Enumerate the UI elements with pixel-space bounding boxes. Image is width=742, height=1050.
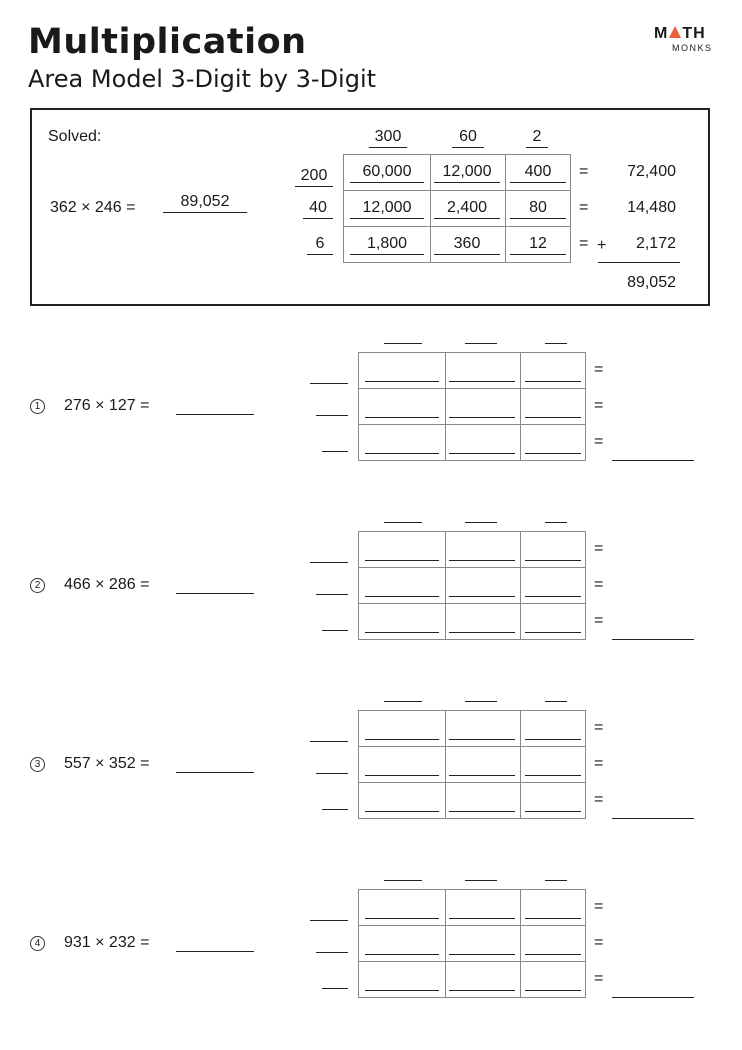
equals-sign: = — [594, 433, 604, 450]
solved-row-sum: 2,172 — [635, 235, 676, 252]
cell-answer-blank[interactable] — [525, 990, 581, 991]
column-header-blank[interactable] — [384, 343, 422, 344]
math-monks-logo — [654, 26, 716, 56]
logo-text-right: TH — [682, 25, 706, 42]
solved-row-header: 40 — [303, 198, 333, 219]
equals-sign: = — [594, 934, 604, 951]
grid-divider — [445, 352, 446, 461]
cell-answer-blank[interactable] — [449, 775, 515, 776]
column-header-blank[interactable] — [545, 522, 567, 523]
column-header-blank[interactable] — [384, 880, 422, 881]
column-header-blank[interactable] — [545, 880, 567, 881]
grid-divider — [358, 567, 586, 568]
cell-answer-blank[interactable] — [365, 596, 439, 597]
solved-total: 89,052 — [627, 274, 676, 291]
problem-number-badge: 4 — [30, 936, 45, 951]
grid-divider — [430, 154, 431, 263]
solved-cell: 12,000 — [350, 198, 424, 219]
cell-answer-blank[interactable] — [365, 811, 439, 812]
cell-answer-blank[interactable] — [449, 381, 515, 382]
column-header-blank[interactable] — [465, 522, 497, 523]
cell-answer-blank[interactable] — [365, 632, 439, 633]
solved-cell: 80 — [510, 198, 566, 219]
area-model-grid — [358, 889, 586, 998]
column-header-blank[interactable] — [384, 522, 422, 523]
cell-answer-blank[interactable] — [365, 954, 439, 955]
final-answer-blank[interactable] — [176, 951, 254, 952]
row-header-blank[interactable] — [310, 741, 348, 742]
problem-equation: 931 × 232 = — [64, 934, 150, 951]
logo-text-left: M — [654, 25, 669, 42]
equals-sign: = — [594, 540, 604, 557]
equals-sign: = — [594, 970, 604, 987]
solved-cell: 60,000 — [350, 162, 424, 183]
grid-divider — [358, 925, 586, 926]
equals-sign: = — [579, 199, 589, 216]
sum-divider-line — [598, 262, 680, 263]
logo-subtext: MONKS — [672, 43, 713, 53]
final-answer-blank[interactable] — [176, 414, 254, 415]
equals-sign: = — [594, 719, 604, 736]
row-header-blank[interactable] — [322, 809, 348, 810]
solved-cell: 400 — [510, 162, 566, 183]
solved-cell: 360 — [434, 234, 500, 255]
cell-answer-blank[interactable] — [449, 954, 515, 955]
cell-answer-blank[interactable] — [525, 453, 581, 454]
column-header-blank[interactable] — [545, 343, 567, 344]
grid-divider — [505, 154, 506, 263]
cell-answer-blank[interactable] — [365, 560, 439, 561]
logo-wordmark — [654, 26, 716, 42]
cell-answer-blank[interactable] — [365, 739, 439, 740]
cell-answer-blank[interactable] — [449, 918, 515, 919]
sum-answer-blank[interactable] — [612, 639, 694, 640]
cell-answer-blank[interactable] — [449, 811, 515, 812]
area-model-grid — [358, 710, 586, 819]
cell-answer-blank[interactable] — [449, 453, 515, 454]
cell-answer-blank[interactable] — [525, 775, 581, 776]
equals-sign: = — [594, 755, 604, 772]
grid-divider — [358, 746, 586, 747]
area-model-grid — [358, 352, 586, 461]
cell-answer-blank[interactable] — [365, 381, 439, 382]
row-header-blank[interactable] — [310, 562, 348, 563]
area-model-grid — [358, 531, 586, 640]
row-header-blank[interactable] — [316, 415, 348, 416]
cell-answer-blank[interactable] — [525, 381, 581, 382]
cell-answer-blank[interactable] — [525, 417, 581, 418]
cell-answer-blank[interactable] — [525, 739, 581, 740]
cell-answer-blank[interactable] — [449, 990, 515, 991]
page-subtitle: Area Model 3-Digit by 3-Digit — [28, 65, 377, 93]
solved-cell: 2,400 — [434, 198, 500, 219]
cell-answer-blank[interactable] — [365, 990, 439, 991]
equals-sign: = — [594, 612, 604, 629]
solved-cell: 12,000 — [434, 162, 500, 183]
solved-col-header: 60 — [452, 127, 484, 148]
solved-label: Solved: — [48, 128, 102, 145]
row-header-blank[interactable] — [316, 773, 348, 774]
cell-answer-blank[interactable] — [365, 918, 439, 919]
column-header-blank[interactable] — [465, 343, 497, 344]
problem-equation: 466 × 286 = — [64, 576, 150, 593]
equals-sign: = — [594, 898, 604, 915]
solved-equation: 362 × 246 = — [50, 199, 136, 216]
grid-divider — [343, 226, 571, 227]
cell-answer-blank[interactable] — [525, 954, 581, 955]
row-header-blank[interactable] — [316, 594, 348, 595]
grid-divider — [358, 388, 586, 389]
cell-answer-blank[interactable] — [525, 632, 581, 633]
final-answer-blank[interactable] — [176, 593, 254, 594]
sum-answer-blank[interactable] — [612, 460, 694, 461]
cell-answer-blank[interactable] — [449, 632, 515, 633]
row-header-blank[interactable] — [316, 952, 348, 953]
row-header-blank[interactable] — [310, 920, 348, 921]
cell-answer-blank[interactable] — [449, 596, 515, 597]
column-header-blank[interactable] — [545, 701, 567, 702]
grid-divider — [520, 352, 521, 461]
equals-sign: = — [594, 397, 604, 414]
cell-answer-blank[interactable] — [365, 417, 439, 418]
equals-sign: = — [594, 576, 604, 593]
cell-answer-blank[interactable] — [525, 560, 581, 561]
problem-number-badge: 1 — [30, 399, 45, 414]
solved-cell: 12 — [510, 234, 566, 255]
solved-answer: 89,052 — [163, 192, 247, 213]
column-header-blank[interactable] — [384, 701, 422, 702]
row-header-blank[interactable] — [322, 451, 348, 452]
equals-sign: = — [594, 791, 604, 808]
solved-row-sum: 72,400 — [627, 163, 676, 180]
cell-answer-blank[interactable] — [449, 739, 515, 740]
problem-equation: 557 × 352 = — [64, 755, 150, 772]
grid-divider — [520, 710, 521, 819]
grid-divider — [358, 424, 586, 425]
cell-answer-blank[interactable] — [449, 417, 515, 418]
cell-answer-blank[interactable] — [525, 596, 581, 597]
equals-sign: = — [579, 235, 589, 252]
page-title: Multiplication — [28, 22, 307, 62]
sum-answer-blank[interactable] — [612, 818, 694, 819]
solved-row-header: 200 — [295, 166, 333, 187]
cell-answer-blank[interactable] — [525, 811, 581, 812]
row-header-blank[interactable] — [310, 383, 348, 384]
row-header-blank[interactable] — [322, 630, 348, 631]
grid-divider — [445, 531, 446, 640]
problem-number-badge: 3 — [30, 757, 45, 772]
grid-divider — [520, 531, 521, 640]
equals-sign: = — [579, 163, 589, 180]
cell-answer-blank[interactable] — [449, 560, 515, 561]
equals-sign: = — [594, 361, 604, 378]
solved-row-sum: 14,480 — [627, 199, 676, 216]
logo-triangle-icon — [669, 26, 681, 38]
cell-answer-blank[interactable] — [525, 918, 581, 919]
grid-divider — [358, 782, 586, 783]
cell-answer-blank[interactable] — [365, 453, 439, 454]
plus-sign: + — [597, 237, 607, 254]
grid-divider — [358, 961, 586, 962]
final-answer-blank[interactable] — [176, 772, 254, 773]
problem-equation: 276 × 127 = — [64, 397, 150, 414]
row-header-blank[interactable] — [322, 988, 348, 989]
grid-divider — [343, 190, 571, 191]
cell-answer-blank[interactable] — [365, 775, 439, 776]
solved-col-header: 2 — [526, 127, 548, 148]
column-header-blank[interactable] — [465, 880, 497, 881]
grid-divider — [445, 889, 446, 998]
solved-cell: 1,800 — [350, 234, 424, 255]
column-header-blank[interactable] — [465, 701, 497, 702]
problem-number-badge: 2 — [30, 578, 45, 593]
grid-divider — [358, 603, 586, 604]
sum-answer-blank[interactable] — [612, 997, 694, 998]
solved-col-header: 300 — [369, 127, 407, 148]
solved-row-header: 6 — [307, 234, 333, 255]
grid-divider — [520, 889, 521, 998]
grid-divider — [445, 710, 446, 819]
